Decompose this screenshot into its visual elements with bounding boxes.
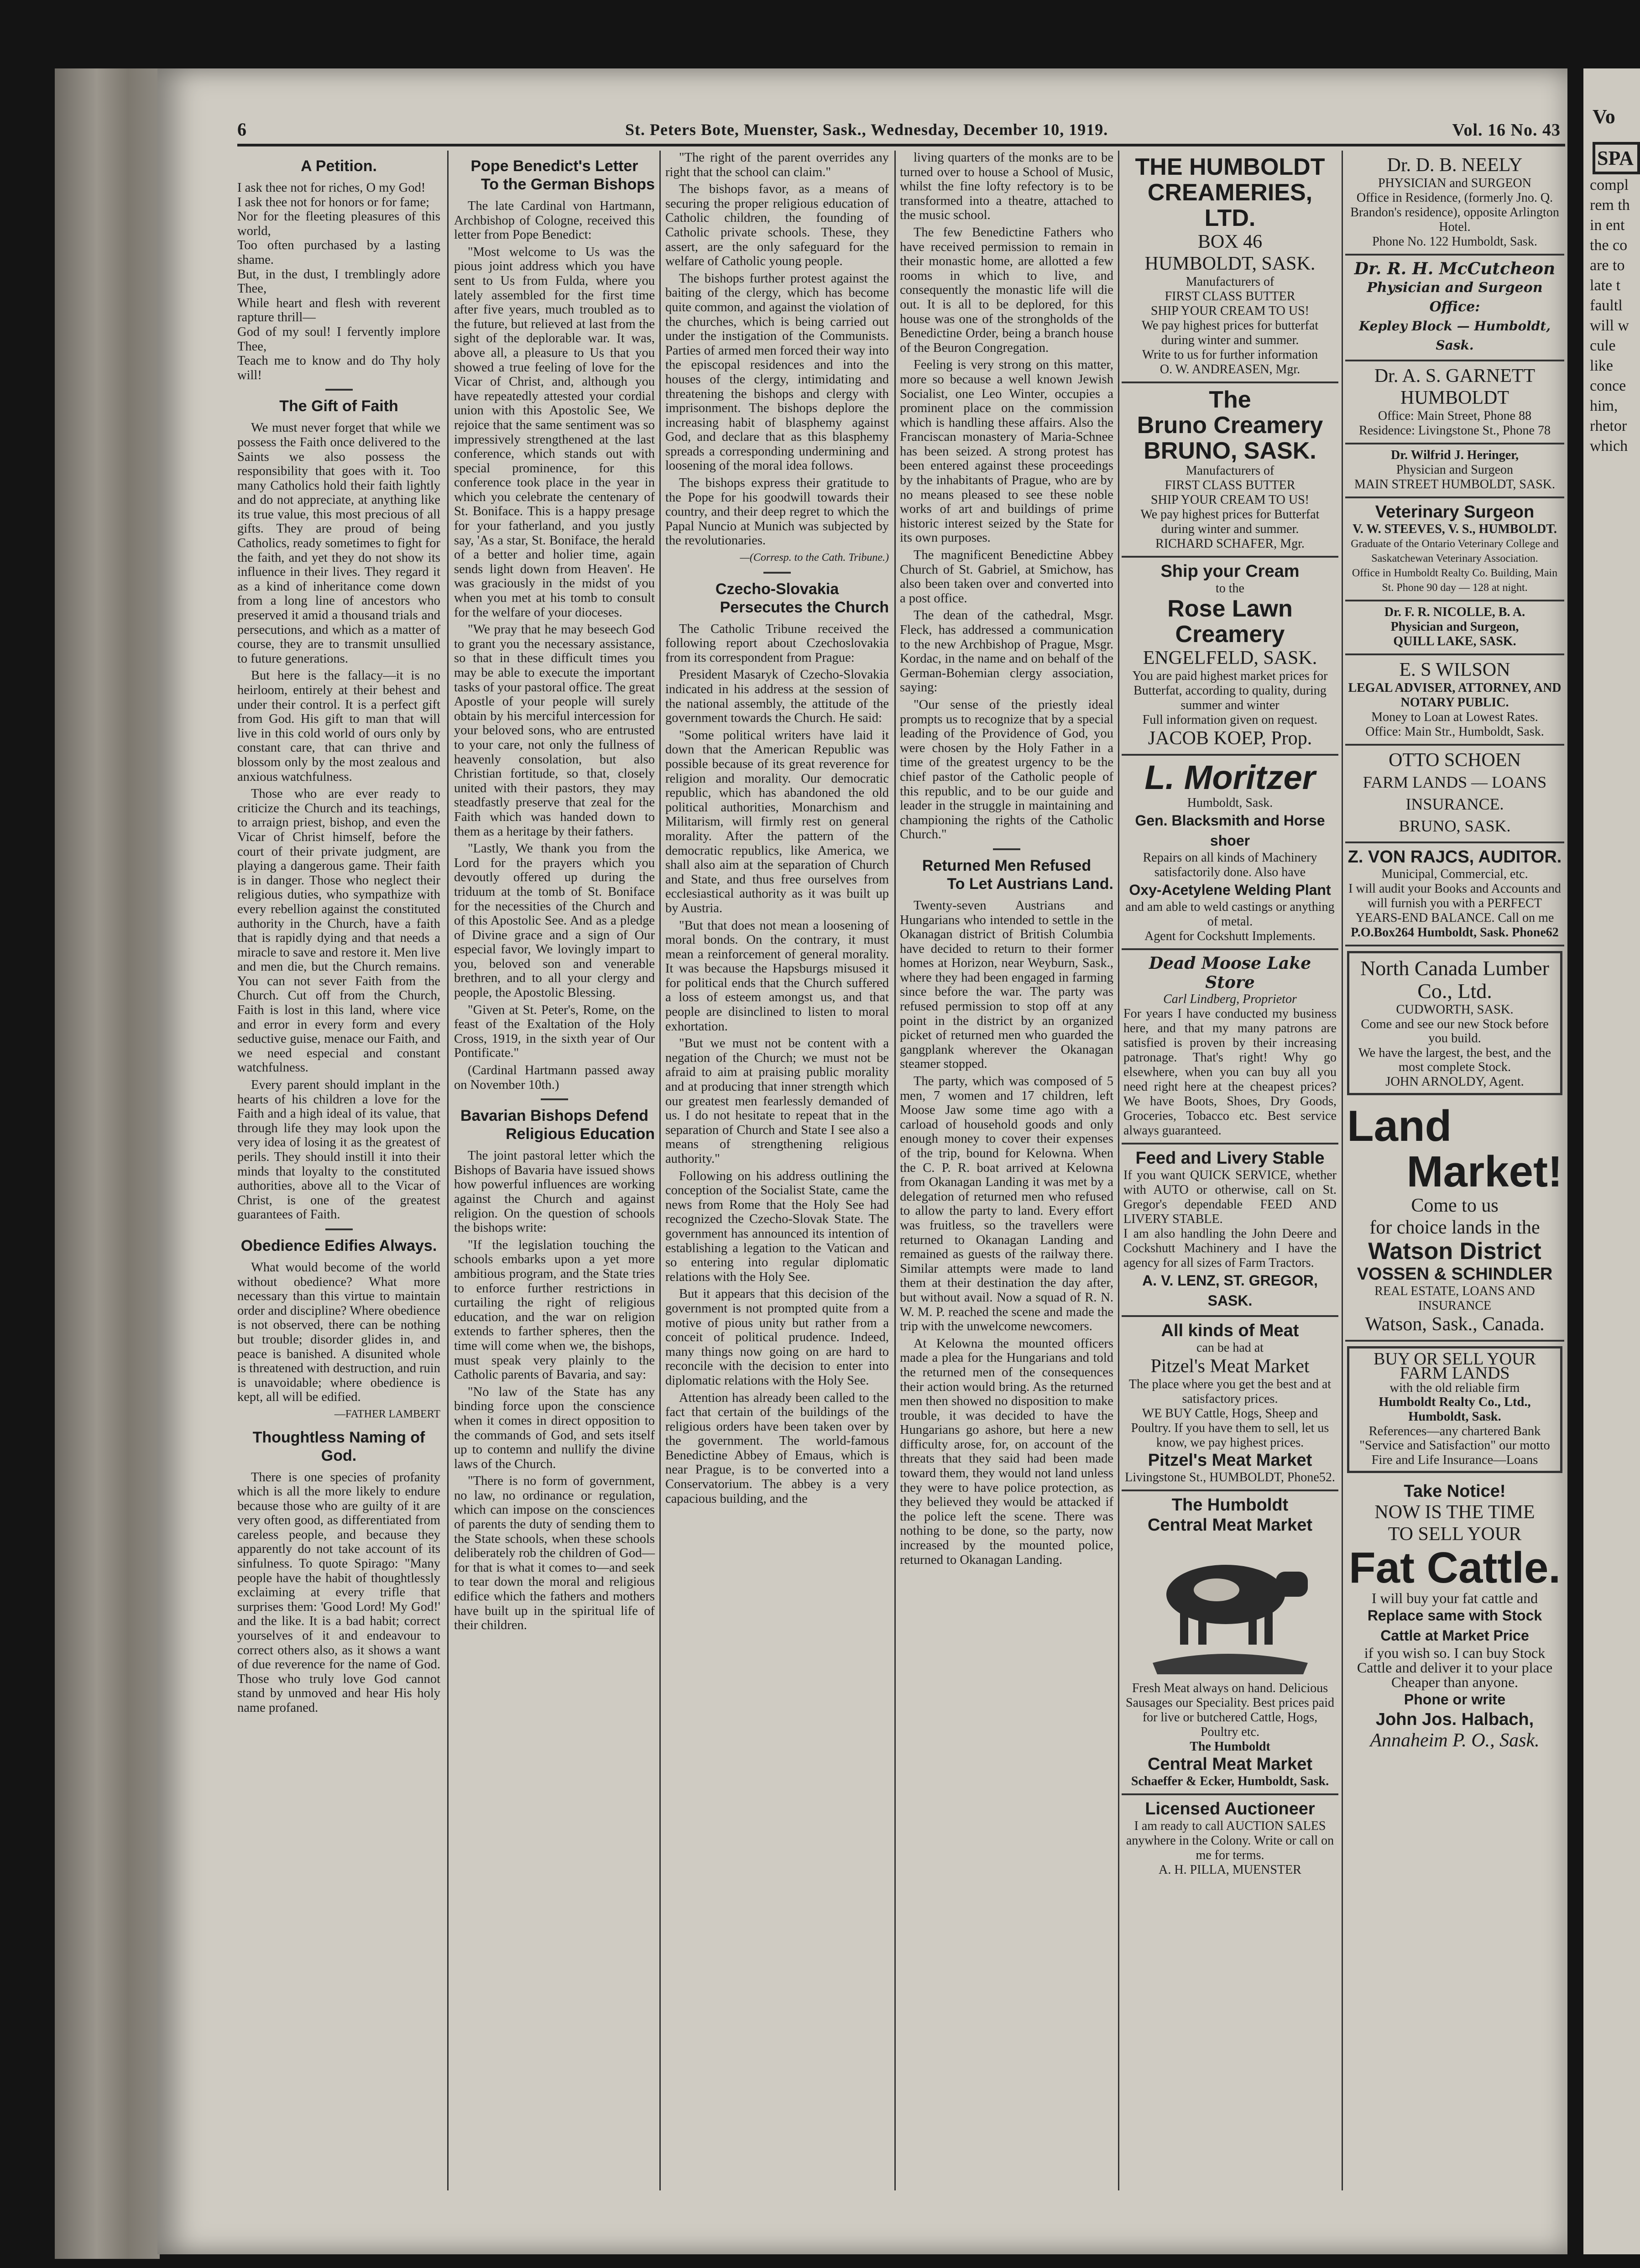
ad-land-market <box>1345 1100 1564 1342</box>
ad-title: All kinds of Meat <box>1161 1321 1299 1340</box>
card-text: Municipal, Commercial, etc. <box>1381 867 1528 881</box>
paragraph: "Our sense of the priestly ideal prompts us to recognize that by a special leading of the Providence of God, you were chosen by the Holy Father in a time of the greatest urgency to be the chief pastor of the Catholic people of this republic, and to be our guide and leader in the struggle in maintaining and championing the rights of the Catholic Church." <box>900 697 1113 842</box>
paragraph: like <box>1590 357 1613 374</box>
headline-line: Persecutes the Church <box>720 598 889 616</box>
ad-central-meat-market <box>1122 1491 1338 1795</box>
ad-title: Ship your Cream <box>1160 562 1300 581</box>
ad-text: I am also handling the John Deere and Cockshutt Machinery and I have the agency for all sizes of Farm Tractors. <box>1123 1227 1337 1270</box>
ad-text: TO SELL YOUR <box>1388 1524 1522 1545</box>
ad-text: References—any chartered Bank <box>1368 1424 1541 1438</box>
card-text: Physician and Surgeon <box>1367 280 1543 296</box>
ad-text: Oxy-Acetylene Welding Plant <box>1129 882 1331 898</box>
ad-text: FIRST CLASS BUTTER <box>1165 289 1295 303</box>
ad-text: The place where you get the best and at satisfactory prices. <box>1128 1377 1332 1406</box>
paragraph: Those who are ever ready to criticize the Church and its teachings, to arraign priest, bishop, and even the Vicar of Christ himself, before the court of their private judgment, are playing a dangerous game. Their faith is in danger. Those who neglect their religious duties, who sympathize with every rebellion against the constituted authority in the Church, have a faith that is rapidly dying and that needs a miracle to save and restore it. Men live and men die, but the Church remains. You can not sever Faith from the Church. Cut off from the Church, Faith is lost in this land, where vice and error in every form and every seductive guise, menace our Faith, and we need especial and constant watchfulness. <box>237 787 440 1075</box>
volume-number: Vol. 16 No. 43 <box>1452 120 1561 140</box>
ad-text: Schaeffer & Ecker, Humboldt, Sask. <box>1131 1774 1329 1788</box>
ad-text: Replace same with Stock Cattle at Market Price <box>1367 1607 1542 1644</box>
card-text: Office: Main Str., Humboldt, Sask. <box>1365 725 1544 739</box>
column-5-ads <box>1122 151 1338 1882</box>
paragraph: God of my soul! I fervently implore Thee, <box>237 324 440 354</box>
card-text: QUILL LAKE, SASK. <box>1393 634 1516 648</box>
card-otto-schoen <box>1345 746 1564 843</box>
ad-title: Dead Moose Lake Store <box>1149 954 1311 992</box>
ad-text: ENGELFELD, SASK. <box>1143 648 1317 669</box>
article-czecho-continued <box>900 151 1113 842</box>
separator <box>993 848 1020 850</box>
headline-returned-men <box>900 857 1113 893</box>
card-text: Money to Loan at Lowest Rates. <box>1371 710 1538 724</box>
ad-title: Licensed Auctioneer <box>1145 1799 1315 1819</box>
card-dr-mccutcheon <box>1345 256 1564 361</box>
ad-text: JOHN ARNOLDY, Agent. <box>1385 1074 1524 1089</box>
paragraph: will w <box>1590 317 1629 334</box>
card-title: Dr. Wilfrid J. Heringer, <box>1391 448 1519 462</box>
paragraph: But, in the dust, I tremblingly adore Thee, <box>237 267 440 296</box>
paragraph: "Given at St. Peter's, Rome, on the feast of the Exaltation of the Holy Cross, 1919, in the sixth year of Our Pontificate." <box>454 1003 655 1061</box>
ad-title: VOSSEN & SCHINDLER <box>1357 1264 1553 1284</box>
ad-title: THE HUMBOLDT CREAMERIES, LTD. <box>1135 154 1325 231</box>
ad-text: John Jos. Halbach, <box>1375 1710 1534 1730</box>
ad-text: WE BUY Cattle, Hogs, Sheep and Poultry. If you have them to sell, let us know, we pay highest prices. <box>1131 1406 1329 1450</box>
headline-line: To Let Austrians Land. <box>947 875 1113 893</box>
card-text: MAIN STREET HUMBOLDT, SASK. <box>1354 477 1555 491</box>
ad-text: A. V. LENZ, ST. GREGOR, SASK. <box>1142 1272 1318 1309</box>
card-title: Veterinary Surgeon <box>1375 502 1535 522</box>
paragraph: "But that does not mean a loosening of moral bonds. On the contrary, it must mean a reinforcement of general morality. It was because the Hapsburgs misused it for political ends that the Church suffered a loss of esteem amongst us, and that people are disinclined to listen to moral exhortation. <box>665 918 889 1034</box>
ad-text: JACOB KOEP, Prop. <box>1148 728 1312 749</box>
paragraph: rhetor <box>1590 418 1627 434</box>
petition-poem <box>237 181 440 382</box>
ad-text: Fire and Life Insurance—Loans <box>1371 1453 1538 1467</box>
card-text: P.O.Box264 Humboldt, Sask. Phone62 <box>1351 925 1559 940</box>
ad-text: If you want QUICK SERVICE, whether with AUTO or otherwise, call on St. Gregor's dependable FEED AND LIVERY STABLE. <box>1123 1168 1337 1226</box>
ad-text: "Service and Satisfaction" our motto <box>1359 1438 1550 1453</box>
ad-text: Agent for Cockshutt Implements. <box>1144 929 1316 943</box>
paragraph: "No law of the State has any binding force upon the conscience when it comes in direct opposition to the commands of God, and sets itself up to contemn and nullify the divine laws of the Church. <box>454 1385 655 1471</box>
ad-text: REAL ESTATE, LOANS AND INSURANCE <box>1374 1284 1535 1313</box>
ad-text: SHIP YOUR CREAM TO US! <box>1151 304 1309 318</box>
column-1 <box>237 151 440 1718</box>
ad-title: BUY OR SELL YOUR FARM LANDS <box>1374 1349 1536 1383</box>
article-continued <box>665 151 889 548</box>
ad-humboldt-realty <box>1347 1346 1562 1474</box>
headline-petition: A Petition. <box>301 157 377 175</box>
paragraph: late t <box>1590 277 1621 294</box>
separator <box>763 572 791 574</box>
card-dr-garnett <box>1345 361 1564 444</box>
ad-text: Livingstone St., HUMBOLDT, Phone52. <box>1125 1470 1335 1484</box>
paragraph: rem th <box>1590 197 1630 214</box>
card-veterinary <box>1345 498 1564 601</box>
card-text: Physician and Surgeon <box>1396 463 1514 477</box>
headline-line: To the German Bishops <box>481 176 655 193</box>
column-2 <box>454 151 655 1636</box>
headline-line: Czecho-Slovakia <box>715 580 839 598</box>
article-pope-letter <box>454 199 655 1092</box>
paragraph: We must never forget that while we possess the Faith once delivered to the Saints we also possess the responsibility that goes with it. Too many Catholics hold their faith lightly and do not appreciate, at anything like its true value, this most precious of all gifts. They are proud of being Catholics, ready sometimes to fight for the faith, and yet they do not show its influence in their lives. They regard it as a kind of inheritance come down from a long line of ancestors who preserved it amid a thousand trials and persecutions, and which as a matter of course, they are to transmit unsullied to future generations. <box>237 421 440 666</box>
masthead <box>237 116 1565 146</box>
ad-text: Carl Lindberg, Proprietor <box>1163 992 1297 1006</box>
paragraph: The bishops favor, as a means of securing the proper religious education of Catholic children, the founding of Catholic private schools. These, they assert, are the only safeguard for the welfare of Catholic young people. <box>665 182 889 269</box>
paragraph: "We pray that he may beseech God to grant you the necessary assistance, so that in these difficult times you may be able to execute the important tasks of your pastoral office. The great Apostle of your people will surely obtain by his merciful intercession for your beloved sons, who are entrusted to your care, not only the fullness of heavenly consolation, but also Christian fortitude, so that, closely united with their pastors, they may steadfastly preserve that zeal for the Faith which was handed down to them as a heritage by their fathers. <box>454 622 655 839</box>
paragraph: But here is the fallacy—it is no heirloom, entirely at their behest and under their control. It is a perfect gift from God. His gift to man that will live in this cold world of ours only by constant care, that can thrive and blossom only by the most zealous and anxious watchfulness. <box>237 669 440 784</box>
ad-title: Pitzel's Meat Market <box>1150 1356 1310 1377</box>
ad-north-canada-lumber <box>1347 951 1562 1095</box>
card-es-wilson <box>1345 655 1564 746</box>
card-text: I will audit your Books and Accounts and will furnish you with a PERFECT YEARS-END BALANCE. Call on me <box>1348 882 1561 925</box>
paragraph: "But we must not be content with a negation of the Church; we must not be afraid to aim at praising public morality and at producing that inner strength which our greatest men fearlessly demanded of us. I do not hesitate to repeat that in the separation of Church and State I see also a means of strengthening religious authority." <box>665 1036 889 1166</box>
ad-text: and am able to weld castings or anything of metal. <box>1125 900 1335 929</box>
paragraph: Teach me to know and do Thy holy will! <box>237 354 440 382</box>
credit-line: —(Corresp. to the Cath. Tribune.) <box>740 552 889 564</box>
paragraph: While heart and flesh with reverent rapture thrill— <box>237 296 440 325</box>
paragraph: Feeling is very strong on this matter, more so because a well known Jewish Socialist, one Leo Winter, occupies a prominent place on the commission which is handling these affairs. Also the Franciscan monastery of Maria-Schnee has been seized. A strong protest has been entered against these proceedings by the inhabitants of Prague, who are by no means pleased to see these noble works of art and buildings of prime historic interest seized by the State for its own purposes. <box>900 358 1113 545</box>
paragraph: Too often purchased by a lasting shame. <box>237 238 440 267</box>
paragraph: The magnificent Benedictine Abbey Church of St. Gabriel, at Smichow, has also been taken over and converted into a post office. <box>900 548 1113 606</box>
article-obedience: What would become of the world without obedience? What more necessary than this virtue to maintain order and discipline? Where obedience is not observed, there can be nothing but trouble; disorder glides in, and peace is banished. A disunited whole is threatened with destruction, and ruin is unavoidable; where obedience is kept, all will be edified. <box>237 1260 440 1405</box>
article-bavarian-bishops <box>454 1149 655 1633</box>
ad-text: Manufacturers of <box>1186 275 1274 289</box>
next-page-edge <box>1583 68 1640 2254</box>
ad-title: North Canada Lumber Co., Ltd. <box>1360 956 1549 1003</box>
column-rule <box>447 151 449 2190</box>
card-text: Office in Residence, (formerly Jno. Q. Brandon's residence), opposite Arlington Hotel. <box>1350 191 1559 234</box>
paragraph: I ask thee not for riches, O my God! <box>237 181 426 195</box>
ad-text: to the <box>1216 581 1244 596</box>
ad-text: Come and see our new Stock before you build. <box>1361 1017 1549 1046</box>
ad-text: RICHARD SCHAFER, Mgr. <box>1155 537 1305 551</box>
ad-licensed-auctioneer <box>1122 1795 1338 1882</box>
headline-line: Returned Men Refused <box>922 857 1092 874</box>
next-page-header: Vo <box>1593 105 1615 128</box>
headline-line: Religious Education <box>506 1125 655 1143</box>
card-title: HUMBOLDT <box>1400 387 1509 408</box>
book-binding <box>55 68 160 2259</box>
paragraph: The dean of the cathedral, Msgr. Fleck, has addressed a communication to the new Archbishop of Prague, Msgr. Kordac, in the name and on behalf of the German-Bohemian clergy association, saying: <box>900 608 1113 695</box>
paragraph: him, <box>1590 397 1618 414</box>
column-4 <box>900 151 1113 1570</box>
ad-text: if you wish so. I can buy Stock Cattle and deliver it to your place Cheaper than anyone. <box>1357 1645 1553 1691</box>
ad-title: The <box>1209 387 1251 413</box>
card-text: Office: Main Street, Phone 88 <box>1378 409 1532 423</box>
ad-text: with the old reliable firm <box>1389 1380 1520 1395</box>
column-rule <box>1118 151 1119 2190</box>
column-rule <box>659 151 661 2190</box>
ad-title: L. Moritzer <box>1144 758 1316 796</box>
paragraph: The bishops further protest against the baiting of the clergy, which has become quite common, and against the violation of the churches, which is being carried out under the instigation of the Communists. Parties of armed men forced their way into the episcopal residences and into the houses of the clergy, intimidating and threatening the bishops and clergy with imprisonment. The bishops deplore the increasing habit of blasphemy against God, and declare that as this blasphemy spreads a corresponding undermining and loosening of the moral idea follows. <box>665 271 889 473</box>
ad-text: I will buy your fat cattle and <box>1371 1590 1538 1607</box>
paragraph: At Kelowna the mounted officers made a plea for the Hungarians and told the returned men of the consequences their action would bring. As the returned men then showed no disposition to make trouble, it was decided to have the Hungarians go ashore, but here a new difficulty arose, for, on account of the threats that they said had been made toward them, they would not land unless they were to have police protection, as they believed they would be attacked if the police left the scene. There was nothing to be done, so the party, now increased by the mounted police, returned to Okanagan Landing. <box>900 1336 1113 1567</box>
paragraph: "The right of the parent overrides any right that the school can claim." <box>665 151 889 179</box>
ad-text: Humboldt Realty Co., Ltd., Humboldt, Sask. <box>1379 1395 1531 1424</box>
paragraph: President Masaryk of Czecho-Slovakia indicated in his address at the session of the national assembly, the attitude of the government towards the Church. He said: <box>665 668 889 726</box>
card-dr-neely <box>1345 151 1564 256</box>
ad-text: O. W. ANDREASEN, Mgr. <box>1159 362 1301 376</box>
ad-title: Market! <box>1406 1147 1562 1196</box>
paragraph: "If the legislation touching the schools embarks upon a yet more ambitious program, and the State tries to enforce further restrictions in curtailing the right of religious education, and the war on religion extends to farther spheres, then the time will come when we, the bishops, must speak very plainly to the Catholic parents of Bavaria, and say: <box>454 1238 655 1382</box>
headline-obedience: Obedience Edifies Always. <box>240 1237 437 1254</box>
separator <box>325 1228 353 1230</box>
ad-title: Pitzel's Meat Market <box>1148 1451 1312 1470</box>
card-text: Physician and Surgeon, <box>1390 620 1519 634</box>
paragraph: Every parent should implant in the hearts of his children a love for the Faith and a high ideal of its value, that through life they may look upon the very idea of losing it as the greatest of perils. They should instill it into their minds that loyalty to the constituted authorities, above all to the Vicar of Christ, is one of the greatest guarantees of Faith. <box>237 1078 440 1222</box>
ad-text: BOX 46 <box>1197 231 1263 252</box>
paragraph: the co <box>1590 237 1628 254</box>
ad-humboldt-creameries <box>1122 151 1338 383</box>
card-title: E. S WILSON <box>1399 659 1510 680</box>
column-rule <box>1342 151 1343 2190</box>
paragraph: conce <box>1590 377 1626 394</box>
paragraph: Following on his address outlining the conception of the Socialist State, came the news from Rome that the Holy See had recognized the Czecho-Slovak State. The government has announced its intention of establishing a legation to the Vatican and so entering into regular diplomatic relations with the Holy See. <box>665 1169 889 1284</box>
paragraph: in ent <box>1590 217 1625 234</box>
ad-text: Come to us <box>1411 1195 1499 1216</box>
card-text: FARM LANDS — LOANS <box>1363 773 1547 791</box>
paragraph: The party, which was composed of 5 men, 7 women and 17 children, left Moose Jaw some time ago with a carload of household goods and only enough money to cover their expenses of the trip, bound for Kelowna. When the C. P. R. boat arrived at Kelowna from Okanagan Landing it was met by a delegation of returned men who refused to allow the party to land. Every effort was fruitless, so the travellers were returned to Okanagan Landing and remained as guests of the railway there. Similar attempts were made to land them at their destination the day after, but without avail. Now a squad of R. N. W. M. P. reached the scene and made the trip with the unwelcome newcomers. <box>900 1074 1113 1334</box>
card-text: INSURANCE. <box>1405 795 1504 813</box>
ad-moritzer <box>1122 756 1338 950</box>
ad-text: Write to us for further information <box>1142 348 1318 362</box>
paragraph: "Most welcome to Us was the pious joint address which you have sent to Us from Fulda, where you lately assembled for the first time after five years, much troubled as to the future, but relieved at last from the sight of the deplorable war. It was, above all, a pleasure to Us that you showed a true feeling of love for the Vicar of Christ, and, although you have repeatedly attested your cordial union with this Apostolic See, We rejoice that the same sentiment was so impressively strengthened at the last conference, which stands out with special prominence, for this conference took place in the year in which you celebrate the centenary of St. Boniface. This is a happy presage for your fatherland, and you justly say, 'As a star, St. Boniface, the herald of a better and holier time, again sends light down from Heaven'. He was graciously in the midst of you when you met at his tomb to consult for the welfare of your dioceses. <box>454 245 655 620</box>
ad-bruno-creamery <box>1122 383 1338 558</box>
ad-text: You are paid highest market prices for Butterfat, according to quality, during summer and winter <box>1132 669 1328 712</box>
paragraph: cule <box>1590 337 1616 354</box>
ad-title: Central Meat Market <box>1147 1515 1313 1535</box>
card-text: BRUNO, SASK. <box>1399 817 1511 835</box>
ad-text: We have the largest, the best, and the most complete Stock. <box>1358 1045 1551 1075</box>
ad-text: SHIP YOUR CREAM TO US! <box>1151 493 1309 507</box>
card-text: Graduate of the Ontario Veterinary College and Saskatchewan Veterinary Association. <box>1351 538 1559 564</box>
obedience-signature: —FATHER LAMBERT <box>334 1408 440 1420</box>
paragraph: "Some political writers have laid it down that the American Republic was possible because of its great reverence for religion and morality. Our democratic republic, which has abandoned the old political authorities, Monarchism and Militarism, will firmly rest on general morality. After the pattern of the democratic republics, like America, we shall also aim at the separation of Church and State, and thus free ourselves from ecclesiastical authority as it was built up by Austria. <box>665 728 889 915</box>
card-text: V. W. STEEVES, V. S., HUMBOLDT. <box>1353 522 1557 536</box>
ad-text: We pay highest prices for butterfat during winter and summer. <box>1141 319 1319 347</box>
column-3 <box>665 151 889 1509</box>
next-page-lines <box>1583 176 1640 455</box>
headline-naming: Thoughtless Naming of God. <box>252 1428 425 1464</box>
article-naming: There is one species of profanity which is all the more likely to endure because those who are guilty of it are very often good, as differentiated from careless people, and because they apparently do not take account of its sinfulness. To quote Spirago: "Many people have the habit of thoughtlessly exclaiming at every trifle that surprises them: 'Good Lord! My God!' and the like. It is a bad habit; correct yourselves of it and endeavour to correct others also, as it shows a want of due reverence for the name of God. Those who truly love God cannot stand by unmoved and hear His holy name profaned. <box>237 1470 440 1715</box>
ad-dead-moose-lake-store <box>1122 950 1338 1144</box>
ad-feed-livery <box>1122 1144 1338 1317</box>
headline-gift-of-faith: The Gift of Faith <box>279 397 398 415</box>
column-rule <box>894 151 896 2190</box>
ad-pitzels-meat <box>1122 1317 1338 1491</box>
card-text: Office in Humboldt Realty Co. Building, Main St. Phone 90 day — 128 at night. <box>1352 567 1558 594</box>
paragraph: The few Benedictine Fathers who have received permission to remain in their monastic home, are allotted a few rooms in which to live, and consequently the monastic life will die out. It is all to be deplored, for this house was one of the strongholds of the Benedictine Order, being a branch house of the Beuron Congregation. <box>900 225 1113 355</box>
ad-text: We pay highest prices for Butterfat during winter and summer. <box>1140 507 1320 536</box>
paragraph: "Lastly, We thank you from the Lord for the prayers which you devoutly offered up during the triduum at the tomb of St. Boniface for the necessities of the Church and of this Apostolic See. And as a pledge of Divine grace and a sign of Our especial favor, We lovingly impart to you, beloved son and venerable brethren, and to all your clergy and people, the Apostolic Blessing. <box>454 841 655 1000</box>
ad-title: BRUNO, SASK. <box>1144 438 1316 464</box>
ad-title: Fat Cattle. <box>1348 1543 1561 1593</box>
card-text: Phone No. 122 Humboldt, Sask. <box>1372 235 1537 249</box>
column-6-ads <box>1345 151 1564 1756</box>
ad-text: A. H. PILLA, MUENSTER <box>1159 1863 1301 1877</box>
card-title: Dr. F. R. NICOLLE, B. A. <box>1384 605 1525 619</box>
paragraph: The Catholic Tribune received the following report about Czechoslovakia from its correspondent from Prague: <box>665 622 889 665</box>
article-gift-of-faith <box>237 421 440 1222</box>
ad-text: Annaheim P. O., Sask. <box>1370 1730 1540 1751</box>
card-text: Residence: Livingstone St., Phone 78 <box>1359 423 1551 438</box>
card-text: Office: <box>1429 299 1480 315</box>
ad-rose-lawn-creamery <box>1122 558 1338 756</box>
card-text: PHYSICIAN and SURGEON <box>1378 176 1531 190</box>
ad-text: can be had at <box>1196 1341 1264 1355</box>
ad-title: Watson District <box>1368 1238 1541 1265</box>
card-von-rajcs <box>1345 843 1564 946</box>
article-returned-men <box>900 899 1113 1567</box>
paragraph: "There is no form of government, no law, no ordinance or regulation, which can impose on the consciences of parents the duty of sending them to the State schools, when these schools deliberately rob the children of God—for that is what it comes to—and seek to tear down the moral and religious edifice which the fathers and mothers have built up in the spiritual life of their children. <box>454 1474 655 1633</box>
next-page-box: SPA <box>1593 142 1640 174</box>
ad-text: for choice lands in the <box>1369 1217 1540 1238</box>
ad-text: CUDWORTH, SASK. <box>1396 1003 1514 1017</box>
ad-text: Repairs on all kinds of Machinery satisfactorily done. Also have <box>1143 851 1317 879</box>
card-dr-nicolle <box>1345 601 1564 655</box>
paragraph: Nor for the fleeting pleasures of this world, <box>237 209 440 238</box>
paragraph: I ask thee not for honors or for fame; <box>237 195 430 209</box>
masthead-title: St. Peters Bote, Muenster, Sask., Wednesday, December 10, 1919. <box>625 120 1108 139</box>
ad-text: Watson, Sask., Canada. <box>1365 1313 1545 1335</box>
headline-bavarian-bishops <box>454 1107 655 1143</box>
ad-text: NOW IS THE TIME <box>1374 1502 1535 1523</box>
ad-text: Full information given on request. <box>1142 713 1318 727</box>
ad-title: The Humboldt <box>1171 1495 1289 1515</box>
ad-title: Land <box>1347 1101 1452 1150</box>
paragraph: living quarters of the monks are to be turned over to house a School of Music, whilst the fine lofty refectory is to be transformed into a theatre, attached to the music school. <box>900 151 1113 223</box>
ad-text: HUMBOLDT, SASK. <box>1144 253 1316 274</box>
paragraph: are to <box>1590 257 1625 274</box>
headline-line: Pope Benedict's Letter <box>470 157 638 175</box>
paragraph: The joint pastoral letter which the Bishops of Bavaria have issued shows how powerful influences are working against the Church and against religion. On the question of schools the bishops write: <box>454 1149 655 1235</box>
card-text: Kepley Block — Humboldt, Sask. <box>1358 319 1551 353</box>
ad-title: Central Meat Market <box>1147 1755 1313 1774</box>
paragraph: which <box>1590 438 1628 455</box>
headline-line: Bavarian Bishops Defend <box>460 1107 648 1125</box>
ad-text: Fresh Meat always on hand. Delicious Sausages our Speciality. Best prices paid for live or butchered Cattle, Hogs, Poultry etc. <box>1126 1681 1334 1739</box>
ad-text: Phone or write <box>1404 1691 1506 1708</box>
ad-title: Bruno Creamery <box>1137 412 1323 439</box>
paragraph: Attention has already been called to the fact that certain of the buildings of the religious orders have been taken over by the government. The world-famous Benedictine Abbey of Emaus, which is near Prague, is to be converted into a Conservatorium. The abbey is a very capacious building, and the <box>665 1390 889 1506</box>
paragraph: But it appears that this decision of the government is not prompted quite from a motive of pious unity but rather from a conceit of political prudence. Indeed, many things now going on are hard to reconcile with the decision to enter into diplomatic relations with the Holy See. <box>665 1287 889 1388</box>
paragraph: (Cardinal Hartmann passed away on November 10th.) <box>454 1063 655 1092</box>
paragraph: The late Cardinal von Hartmann, Archbishop of Cologne, received this letter from Pope Benedict: <box>454 199 655 242</box>
ad-text: I am ready to call AUCTION SALES anywhere in the Colony. Write or call on me for terms. <box>1126 1819 1334 1862</box>
separator <box>541 1098 568 1100</box>
separator <box>325 389 353 391</box>
ad-text: For years I have conducted my business here, and that my many patrons are satisfied is proven by their increasing patronage. That's right! Why go elsewhere, when you can buy all you need right here at the cheapest prices? We have Boots, Shoes, Dry Goods, Groceries, Tobacco etc. Best service always guaranteed. <box>1123 1007 1337 1138</box>
ad-text: Gen. Blacksmith and Horse shoer <box>1135 812 1325 849</box>
card-title: OTTO SCHOEN <box>1389 750 1521 771</box>
ad-text: Manufacturers of <box>1186 464 1274 478</box>
card-text: LEGAL ADVISER, ATTORNEY, AND NOTARY PUBLIC. <box>1348 681 1562 710</box>
card-title: Z. VON RAJCS, AUDITOR. <box>1348 847 1562 867</box>
article-czecho-slovakia <box>665 622 889 1506</box>
paragraph: compl <box>1590 177 1629 193</box>
card-title: Dr. A. S. GARNETT <box>1374 366 1536 387</box>
cow-illustration <box>1134 1540 1326 1677</box>
paragraph: faultl <box>1590 297 1623 314</box>
ad-title: Feed and Livery Stable <box>1135 1149 1325 1168</box>
card-title: Dr. D. B. NEELY <box>1387 155 1523 176</box>
page-number: 6 <box>237 119 247 140</box>
card-title: Dr. R. H. McCutcheon <box>1354 259 1556 278</box>
ad-text: FIRST CLASS BUTTER <box>1165 478 1295 492</box>
ad-text: The Humboldt <box>1190 1740 1270 1754</box>
paragraph: The bishops express their gratitude to the Pope for his goodwill towards their country, and their deep regret to which the Papal Nuncio at Munich was subjected by the revolutionaries. <box>665 476 889 548</box>
paragraph: Twenty-seven Austrians and Hungarians who intended to settle in the Okanagan district of British Columbia have decided to return to their former homes at Horizon, near Weyburn, Sask., where they had been engaged in farming since before the war. The party was refused permission to stop off at any point in the district by an organized picket of returned men who guarded the gangplank wherever the Okanagan steamer stopped. <box>900 898 1113 1071</box>
headline-pope-letter <box>454 157 655 193</box>
card-dr-heringer <box>1345 444 1564 498</box>
ad-title: Rose Lawn Creamery <box>1167 596 1293 648</box>
ad-title: Take Notice! <box>1404 1482 1506 1501</box>
ad-fat-cattle <box>1345 1478 1564 1756</box>
ad-text: Humboldt, Sask. <box>1187 796 1273 810</box>
headline-czecho-slovakia <box>665 580 889 617</box>
